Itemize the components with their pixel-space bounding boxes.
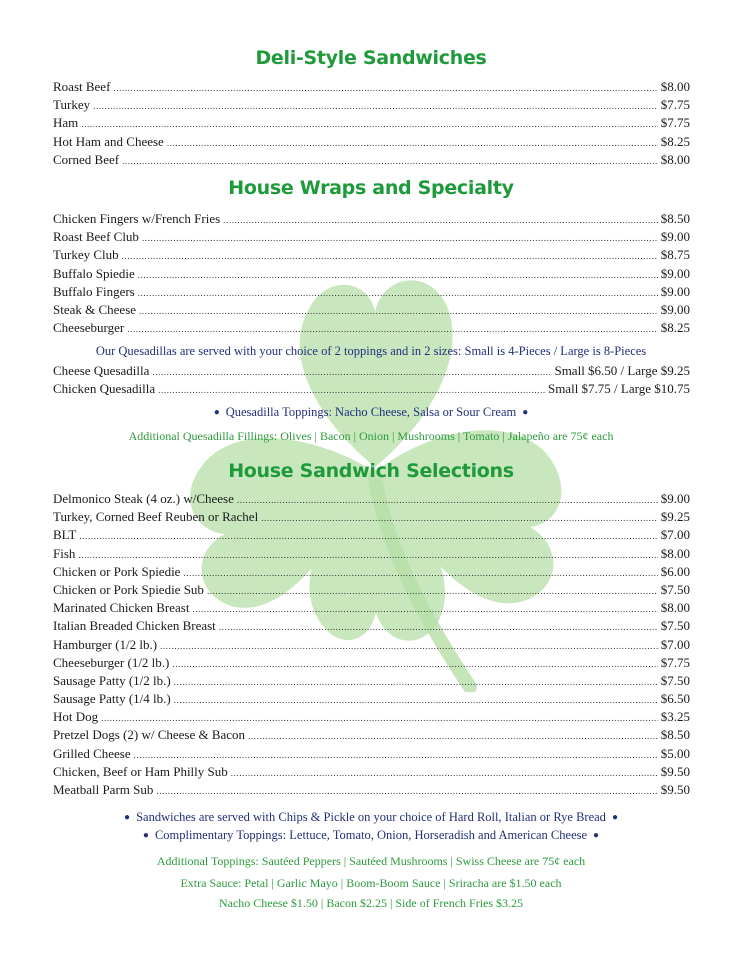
leader-dots <box>231 764 658 782</box>
leader-dots <box>113 79 657 97</box>
leader-dots <box>223 211 658 229</box>
leader-dots <box>81 115 657 133</box>
menu-item <box>53 708 690 726</box>
item-price: $8.00 <box>660 545 690 561</box>
leader-dots <box>174 673 658 691</box>
item-name: Grilled Cheese <box>53 745 131 761</box>
complimentary-note-text: Complimentary Toppings: Lettuce, Tomato, Onion, Horseradish and American Cheese <box>154 828 588 842</box>
quesadilla-toppings-note <box>0 405 742 420</box>
menu-item <box>53 672 690 690</box>
item-price: $7.50 <box>660 581 690 597</box>
item-name: Fish <box>53 545 76 561</box>
menu-item <box>53 563 690 581</box>
leader-dots <box>127 320 658 338</box>
item-name: Turkey, Corned Beef Reuben or Rachel <box>53 509 259 525</box>
leader-dots <box>79 527 657 545</box>
item-price: $8.75 <box>660 247 690 263</box>
item-price: $7.75 <box>660 115 690 131</box>
item-price: Small $6.50 / Large $9.25 <box>554 363 690 378</box>
menu-item <box>53 78 690 96</box>
leader-dots <box>101 709 658 727</box>
menu-item <box>53 490 690 508</box>
served-note <box>0 810 742 825</box>
item-price: $9.00 <box>660 283 690 299</box>
item-price: $6.00 <box>660 563 690 579</box>
item-name: Chicken or Pork Spiedie <box>53 563 181 579</box>
item-price: $8.00 <box>660 79 690 94</box>
leader-dots <box>248 727 658 745</box>
item-name: BLT <box>53 527 77 543</box>
quesadilla-items <box>53 362 690 398</box>
menu-item <box>53 617 690 635</box>
menu-item <box>53 114 690 132</box>
leader-dots <box>207 582 658 600</box>
item-name: Chicken Quesadilla <box>53 381 156 397</box>
leader-dots <box>167 134 658 152</box>
menu-item <box>53 599 690 617</box>
item-name: Cheeseburger <box>53 320 125 336</box>
bullet-icon: ● <box>213 407 220 418</box>
item-name: Roast Beef <box>53 79 111 94</box>
item-price: Small $7.75 / Large $10.75 <box>547 381 690 397</box>
leader-dots <box>139 302 658 320</box>
section-title-deli: Deli-Style Sandwiches <box>255 47 487 69</box>
item-name: Chicken or Pork Spiedie Sub <box>53 581 204 597</box>
quesadilla-note: Our Quesadillas are served with your choice of 2 toppings and in 2 sizes: Small is 4-Pieces / Large is 8-Pieces <box>95 344 647 358</box>
leader-dots <box>122 152 658 170</box>
item-price: $8.00 <box>660 600 690 616</box>
item-name: Sausage Patty (1/4 lb.) <box>53 691 171 707</box>
bullet-icon: ● <box>124 812 131 823</box>
item-name: Steak & Cheese <box>53 301 137 317</box>
additional-toppings-note: Additional Toppings: Sautéed Peppers | Sautéed Mushrooms | Swiss Cheese are 75¢ each <box>156 854 586 868</box>
item-name: Cheeseburger (1/2 lb.) <box>53 654 170 670</box>
item-price: $7.00 <box>660 527 690 543</box>
menu-item <box>53 319 690 337</box>
item-name: Hamburger (1/2 lb.) <box>53 636 158 652</box>
leader-dots <box>158 381 545 399</box>
item-price: $8.50 <box>660 211 690 226</box>
item-price: $6.50 <box>660 691 690 707</box>
leader-dots <box>174 691 658 709</box>
item-name: Chicken, Beef or Ham Philly Sub <box>53 763 228 779</box>
house-items <box>53 490 690 799</box>
menu-item <box>53 545 690 563</box>
item-price: $8.25 <box>660 133 690 149</box>
item-price: $8.50 <box>660 727 690 743</box>
item-price: $7.75 <box>660 654 690 670</box>
item-name: Corned Beef <box>53 151 120 167</box>
item-name: Pretzel Dogs (2) w/ Cheese & Bacon <box>53 727 246 743</box>
item-name: Italian Breaded Chicken Breast <box>53 618 216 634</box>
item-price: $7.50 <box>660 672 690 688</box>
item-price: $9.50 <box>660 782 690 797</box>
item-price: $8.00 <box>660 151 690 167</box>
deli-items <box>53 78 690 169</box>
item-price: $9.00 <box>660 491 690 506</box>
item-name: Meatball Parm Sub <box>53 782 154 797</box>
item-price: $9.25 <box>660 509 690 525</box>
menu-item <box>53 526 690 544</box>
section-title-house: House Sandwich Selections <box>228 460 514 482</box>
item-price: $9.00 <box>660 301 690 317</box>
menu-item <box>53 581 690 599</box>
menu-item <box>53 690 690 708</box>
item-price: $7.00 <box>660 636 690 652</box>
menu-item <box>53 283 690 301</box>
menu-item <box>53 508 690 526</box>
leader-dots <box>261 509 658 527</box>
item-price: $9.50 <box>660 763 690 779</box>
item-name: Cheese Quesadilla <box>53 363 150 378</box>
leader-dots <box>172 655 657 673</box>
menu-item <box>53 654 690 672</box>
leader-dots <box>138 284 658 302</box>
served-note-text: Sandwiches are served with Chips & Pickle on your choice of Hard Roll, Italian or Rye Bread <box>136 810 606 824</box>
leader-dots <box>152 363 551 381</box>
menu-item <box>53 781 690 799</box>
menu-item <box>53 726 690 744</box>
quesadilla-fillings-note: Additional Quesadilla Fillings: Olives | Bacon | Onion | Mushrooms | Tomato | Jalapeño are 75¢ each <box>128 429 614 443</box>
item-name: Buffalo Fingers <box>53 283 135 299</box>
item-name: Hot Dog <box>53 709 99 725</box>
item-price: $8.25 <box>660 320 690 336</box>
item-price: $9.00 <box>660 229 690 245</box>
item-price: $3.25 <box>660 709 690 725</box>
leader-dots <box>160 637 658 655</box>
item-price: $7.75 <box>660 97 690 113</box>
menu-item <box>53 636 690 654</box>
bullet-icon: ● <box>593 830 600 841</box>
leader-dots <box>122 247 658 265</box>
leader-dots <box>237 491 658 509</box>
extra-sauce-note: Extra Sauce: Petal | Garlic Mayo | Boom-Boom Sauce | Sriracha are $1.50 each <box>180 876 562 890</box>
leader-dots <box>138 266 658 284</box>
menu-item <box>53 380 690 398</box>
menu-item <box>53 151 690 169</box>
menu-item <box>53 228 690 246</box>
menu-item <box>53 763 690 781</box>
item-name: Buffalo Spiedie <box>53 265 135 281</box>
item-name: Roast Beef Club <box>53 229 139 245</box>
leader-dots <box>93 97 658 115</box>
item-name: Chicken Fingers w/French Fries <box>53 211 221 226</box>
item-price: $7.50 <box>660 618 690 634</box>
item-name: Turkey Club <box>53 247 119 263</box>
menu-item <box>53 362 690 380</box>
complimentary-note <box>0 828 742 843</box>
menu-item <box>53 210 690 228</box>
sides-note: Nacho Cheese $1.50 | Bacon $2.25 | Side of French Fries $3.25 <box>218 896 524 910</box>
menu-item <box>53 745 690 763</box>
leader-dots <box>156 782 657 800</box>
menu-item <box>53 133 690 151</box>
item-name: Sausage Patty (1/2 lb.) <box>53 672 171 688</box>
leader-dots <box>134 746 658 764</box>
wraps-items <box>53 210 690 337</box>
menu-item <box>53 96 690 114</box>
item-price: $5.00 <box>660 745 690 761</box>
item-name: Hot Ham and Cheese <box>53 133 164 149</box>
leader-dots <box>183 564 657 582</box>
quesadilla-toppings-text: Quesadilla Toppings: Nacho Cheese, Salsa or Sour Cream <box>225 405 517 419</box>
menu-item <box>53 265 690 283</box>
menu-item <box>53 246 690 264</box>
bullet-icon: ● <box>522 407 529 418</box>
item-name: Ham <box>53 115 79 131</box>
item-name: Delmonico Steak (4 oz.) w/Cheese <box>53 491 234 506</box>
leader-dots <box>192 600 657 618</box>
bullet-icon: ● <box>611 812 618 823</box>
item-price: $9.00 <box>660 265 690 281</box>
menu-item <box>53 301 690 319</box>
leader-dots <box>142 229 658 247</box>
item-name: Turkey <box>53 97 91 113</box>
leader-dots <box>78 546 657 564</box>
bullet-icon: ● <box>142 830 149 841</box>
item-name: Marinated Chicken Breast <box>53 600 190 616</box>
leader-dots <box>219 618 658 636</box>
section-title-wraps: House Wraps and Specialty <box>228 177 514 199</box>
